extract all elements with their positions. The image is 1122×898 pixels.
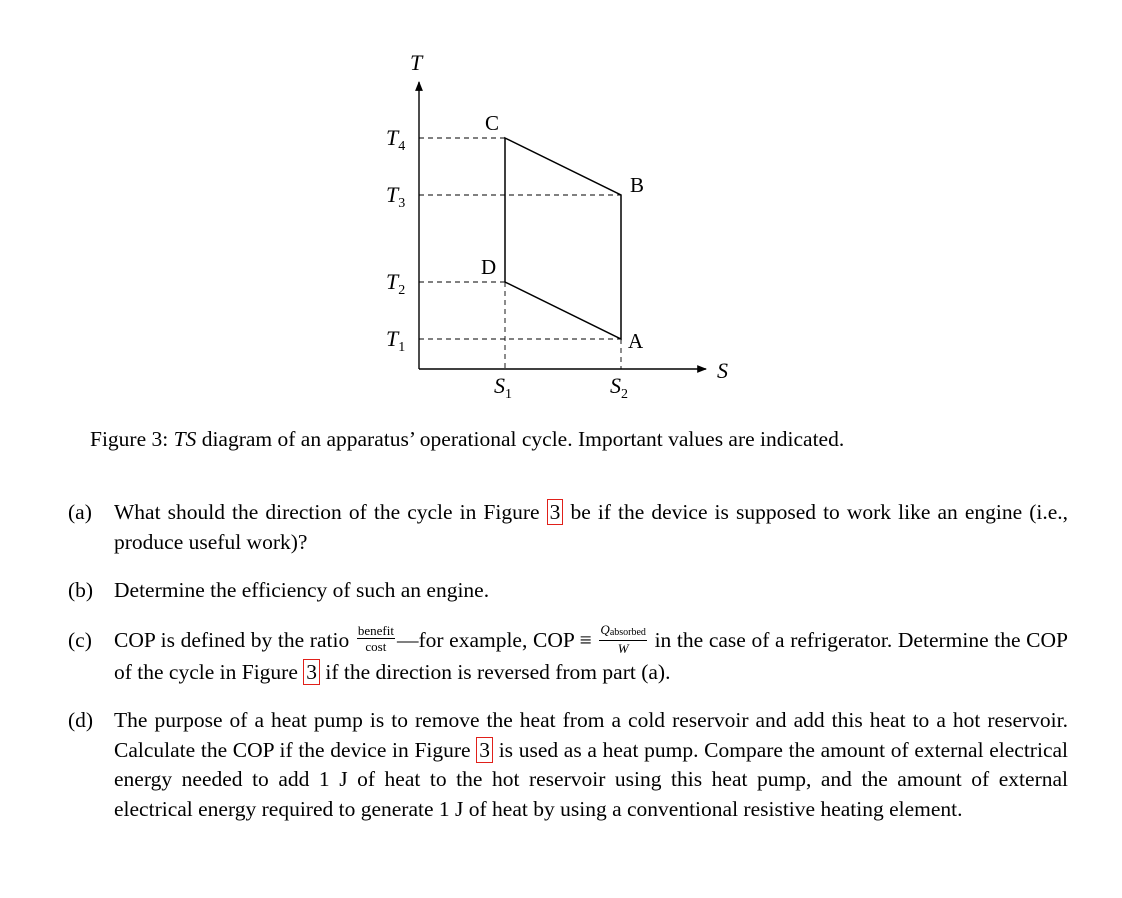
question-b — [68, 576, 1068, 606]
figure-ref-link[interactable]: 3 — [547, 499, 564, 525]
question-d — [68, 706, 1068, 824]
fraction-denominator: W — [617, 640, 629, 656]
question-text: be if the device is supposed to work like an engine (i.e., produce useful work)? — [114, 500, 1068, 554]
s2-label: $S_2$ — [610, 373, 628, 402]
question-label: (d) — [68, 708, 94, 733]
q-over-w-fraction — [599, 623, 647, 655]
caption-prefix: Figure 3: — [90, 427, 169, 451]
t-axis-label: T — [410, 50, 423, 75]
s-axis-label: S — [717, 358, 728, 383]
point-a-label: A — [628, 329, 644, 353]
question-text: —for example, COP ≡ — [396, 627, 592, 652]
question-text: What should the direction of the cycle in Figure — [114, 500, 540, 524]
question-label: (a) — [68, 500, 92, 524]
question-text: in the case of a refrigerator. Determine the COP of the cycle in Figure — [114, 627, 1068, 684]
question-label: (b) — [68, 578, 94, 602]
question-text: COP is defined by the ratio — [114, 627, 350, 652]
question-text: if the direction is reversed from part (a). — [325, 659, 671, 684]
point-d-label: D — [481, 255, 497, 279]
question-label: (c) — [68, 627, 92, 652]
benefit-cost-fraction — [357, 624, 395, 653]
t3-label: $T_3$ — [386, 182, 406, 211]
caption-text: diagram of an apparatus’ operational cycle. Important values are indicated. — [201, 427, 845, 451]
fraction-denominator: cost — [365, 639, 387, 655]
t4-label: $T_4$ — [386, 125, 406, 154]
question-c — [68, 621, 1068, 688]
question-text: The purpose of a heat pump is to remove the heat from a cold reservoir and add this heat to a hot reservoir. Calculate the COP if the device in Figure — [114, 708, 1068, 762]
ts-diagram — [0, 0, 1122, 410]
t1-label: $T_1$ — [386, 326, 406, 355]
point-c-label: C — [485, 111, 500, 135]
s1-label: $S_1$ — [494, 373, 512, 402]
question-a — [68, 498, 1068, 557]
fraction-numerator: benefit — [357, 623, 394, 639]
point-b-label: B — [630, 173, 645, 197]
figure-ref-link[interactable]: 3 — [303, 659, 320, 685]
figure-caption — [90, 424, 1050, 454]
question-text: is used as a heat pump. Compare the amount of external electrical energy needed to add 1 J of heat to the hot reservoir using this heat pump, and the amount of external electrical energy required to generate 1 J of heat by using a conventional resistive heating element. — [114, 737, 1068, 821]
fraction-numerator: $Q_{absorbed}$ — [599, 623, 647, 641]
figure-ref-link[interactable]: 3 — [476, 737, 493, 763]
question-text: Determine the efficiency of such an engine. — [114, 578, 490, 602]
t2-label: $T_2$ — [386, 269, 406, 298]
caption-symbol: TS — [173, 427, 197, 451]
cycle-path — [505, 138, 621, 339]
question-list — [68, 498, 1068, 824]
